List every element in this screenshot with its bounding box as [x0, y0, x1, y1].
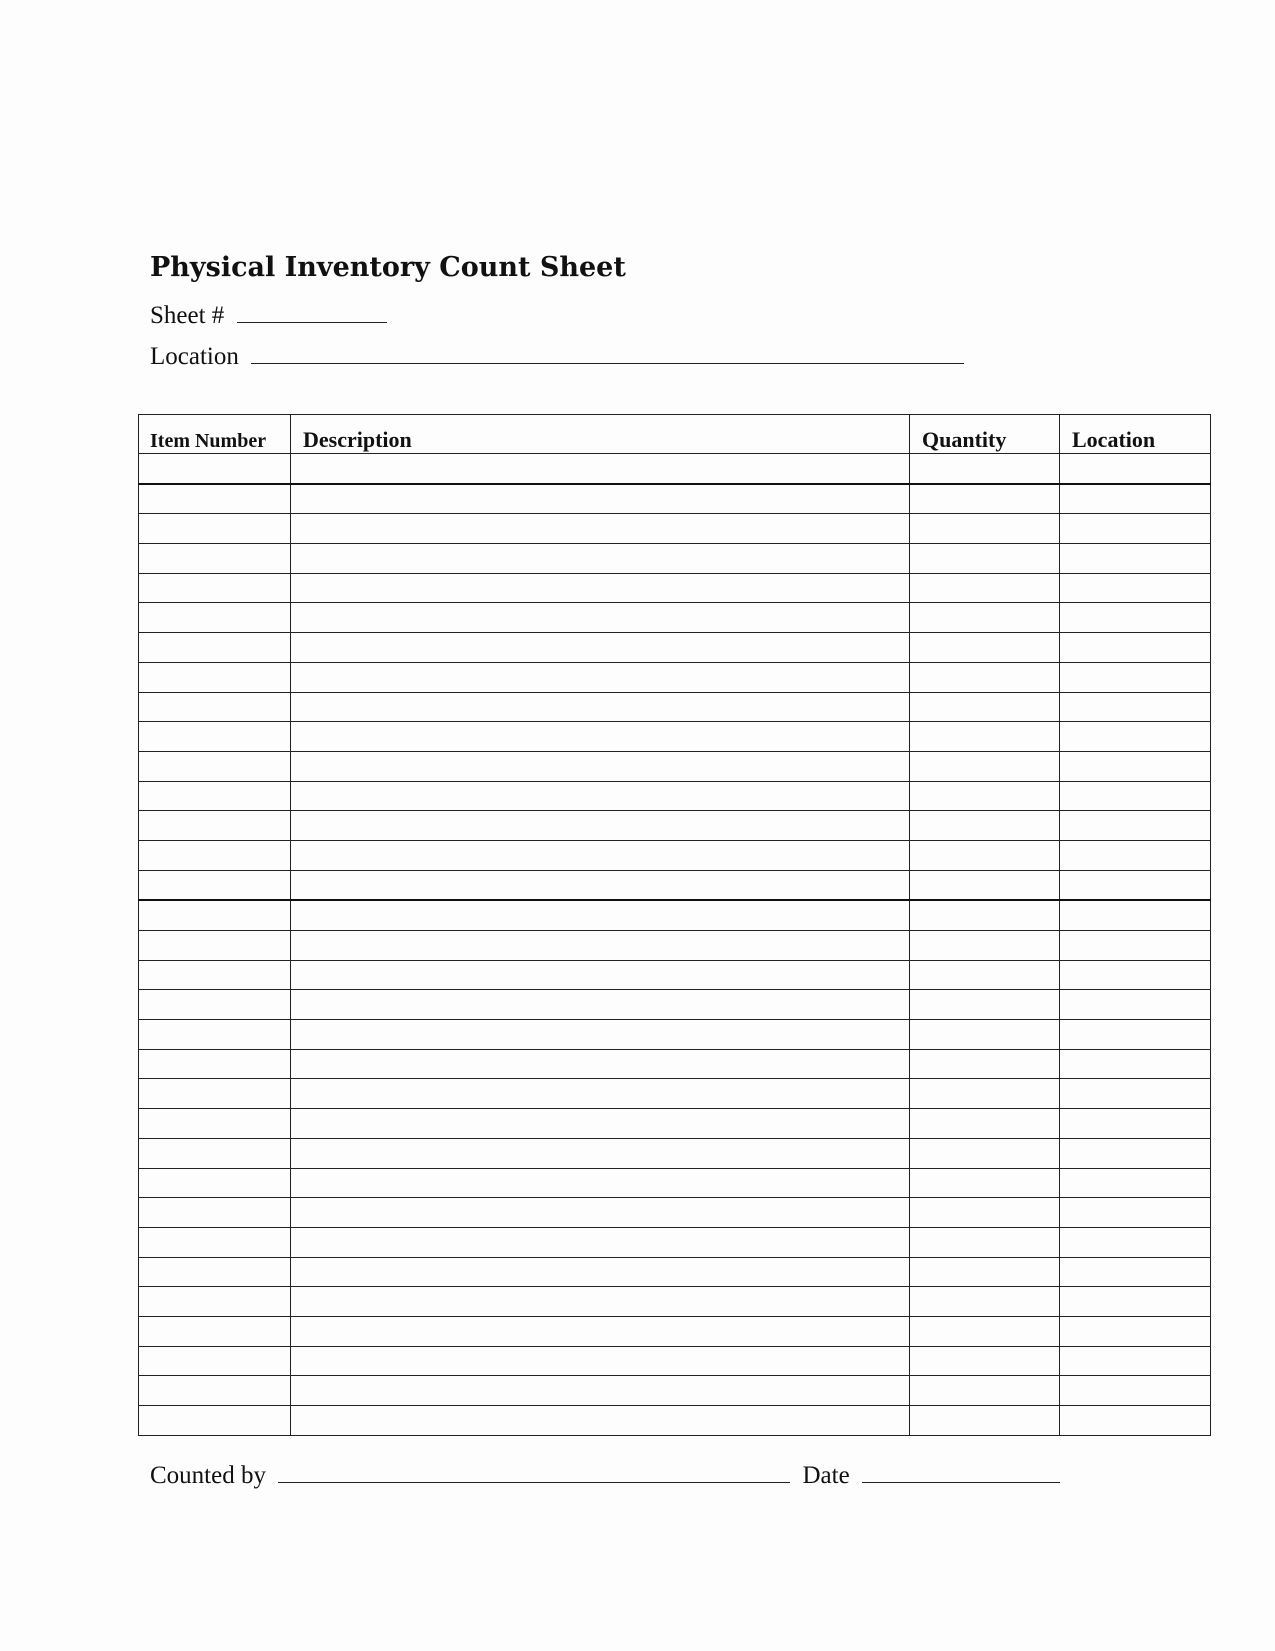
cell-quantity[interactable] [910, 573, 1060, 603]
cell-quantity[interactable] [910, 1316, 1060, 1346]
table-row [139, 960, 1211, 990]
cell-description[interactable] [291, 544, 910, 574]
cell-description[interactable] [291, 1346, 910, 1376]
cell-location[interactable] [1060, 484, 1211, 514]
cell-description[interactable] [291, 1079, 910, 1109]
cell-item-number[interactable] [139, 573, 291, 603]
cell-description[interactable] [291, 1227, 910, 1257]
cell-location[interactable] [1060, 840, 1211, 870]
cell-location[interactable] [1060, 1020, 1211, 1050]
table-row [139, 1168, 1211, 1198]
cell-description[interactable] [291, 603, 910, 633]
cell-quantity[interactable] [910, 781, 1060, 811]
cell-quantity[interactable] [910, 1049, 1060, 1079]
cell-description[interactable] [291, 454, 910, 484]
cell-location[interactable] [1060, 633, 1211, 663]
table-row [139, 1079, 1211, 1109]
cell-location[interactable] [1060, 1257, 1211, 1287]
cell-quantity[interactable] [910, 931, 1060, 961]
table-row [139, 781, 1211, 811]
cell-item-number[interactable] [139, 1406, 291, 1436]
cell-item-number[interactable] [139, 1227, 291, 1257]
sheet-number-input[interactable] [237, 302, 387, 323]
cell-item-number[interactable] [139, 454, 291, 484]
cell-description[interactable] [291, 692, 910, 722]
cell-location[interactable] [1060, 1376, 1211, 1406]
cell-item-number[interactable] [139, 1049, 291, 1079]
cell-quantity[interactable] [910, 990, 1060, 1020]
cell-item-number[interactable] [139, 870, 291, 900]
cell-location[interactable] [1060, 603, 1211, 633]
counted-by-input[interactable] [278, 1462, 790, 1483]
table-row [139, 454, 1211, 484]
cell-location[interactable] [1060, 781, 1211, 811]
cell-item-number[interactable] [139, 662, 291, 692]
cell-item-number[interactable] [139, 1020, 291, 1050]
cell-item-number[interactable] [139, 1316, 291, 1346]
cell-description[interactable] [291, 1109, 910, 1139]
cell-quantity[interactable] [910, 1257, 1060, 1287]
cell-quantity[interactable] [910, 454, 1060, 484]
cell-description[interactable] [291, 900, 910, 930]
cell-item-number[interactable] [139, 960, 291, 990]
cell-location[interactable] [1060, 931, 1211, 961]
table-row [139, 1227, 1211, 1257]
cell-quantity[interactable] [910, 960, 1060, 990]
counted-by-label: Counted by [150, 1462, 266, 1489]
cell-location[interactable] [1060, 960, 1211, 990]
cell-location[interactable] [1060, 1406, 1211, 1436]
cell-quantity[interactable] [910, 1020, 1060, 1050]
cell-quantity[interactable] [910, 692, 1060, 722]
cell-item-number[interactable] [139, 692, 291, 722]
table-row [139, 662, 1211, 692]
cell-quantity[interactable] [910, 900, 1060, 930]
cell-quantity[interactable] [910, 1376, 1060, 1406]
cell-quantity[interactable] [910, 544, 1060, 574]
date-label: Date [802, 1462, 850, 1489]
cell-location[interactable] [1060, 454, 1211, 484]
cell-location[interactable] [1060, 692, 1211, 722]
cell-item-number[interactable] [139, 931, 291, 961]
cell-quantity[interactable] [910, 484, 1060, 514]
cell-location[interactable] [1060, 811, 1211, 841]
table-body [139, 454, 1211, 1436]
cell-quantity[interactable] [910, 1406, 1060, 1436]
cell-location[interactable] [1060, 573, 1211, 603]
cell-quantity[interactable] [910, 1168, 1060, 1198]
cell-quantity[interactable] [910, 811, 1060, 841]
footer-signature-line [150, 1462, 1066, 1490]
sheet-number-label: Sheet # [150, 302, 225, 329]
cell-item-number[interactable] [139, 1168, 291, 1198]
table-row [139, 633, 1211, 663]
cell-description[interactable] [291, 990, 910, 1020]
cell-description[interactable] [291, 722, 910, 752]
cell-quantity[interactable] [910, 1227, 1060, 1257]
location-field [150, 343, 964, 371]
cell-item-number[interactable] [139, 514, 291, 544]
column-header-quantity: Quantity [910, 415, 1060, 454]
cell-quantity[interactable] [910, 633, 1060, 663]
location-input[interactable] [251, 343, 964, 364]
cell-location[interactable] [1060, 1049, 1211, 1079]
cell-description[interactable] [291, 751, 910, 781]
cell-location[interactable] [1060, 1227, 1211, 1257]
cell-item-number[interactable] [139, 840, 291, 870]
cell-item-number[interactable] [139, 811, 291, 841]
table-row [139, 484, 1211, 514]
table-row [139, 692, 1211, 722]
cell-description[interactable] [291, 840, 910, 870]
cell-location[interactable] [1060, 1109, 1211, 1139]
cell-item-number[interactable] [139, 603, 291, 633]
table-row [139, 1109, 1211, 1139]
cell-quantity[interactable] [910, 514, 1060, 544]
cell-description[interactable] [291, 960, 910, 990]
cell-item-number[interactable] [139, 751, 291, 781]
table-row [139, 1198, 1211, 1228]
cell-item-number[interactable] [139, 1109, 291, 1139]
cell-quantity[interactable] [910, 662, 1060, 692]
cell-item-number[interactable] [139, 1376, 291, 1406]
cell-quantity[interactable] [910, 1079, 1060, 1109]
table-row [139, 722, 1211, 752]
cell-description[interactable] [291, 1406, 910, 1436]
table-row [139, 840, 1211, 870]
column-header-location: Location [1060, 415, 1211, 454]
cell-description[interactable] [291, 484, 910, 514]
cell-quantity[interactable] [910, 751, 1060, 781]
cell-item-number[interactable] [139, 1198, 291, 1228]
cell-description[interactable] [291, 1257, 910, 1287]
cell-location[interactable] [1060, 1316, 1211, 1346]
table-row [139, 1406, 1211, 1436]
table-row [139, 1020, 1211, 1050]
cell-item-number[interactable] [139, 484, 291, 514]
cell-description[interactable] [291, 662, 910, 692]
cell-item-number[interactable] [139, 900, 291, 930]
cell-description[interactable] [291, 1049, 910, 1079]
cell-location[interactable] [1060, 1138, 1211, 1168]
table-row [139, 1346, 1211, 1376]
table-row [139, 1049, 1211, 1079]
cell-quantity[interactable] [910, 722, 1060, 752]
table-row [139, 751, 1211, 781]
cell-quantity[interactable] [910, 1287, 1060, 1317]
date-input[interactable] [862, 1462, 1060, 1483]
cell-location[interactable] [1060, 751, 1211, 781]
cell-location[interactable] [1060, 1168, 1211, 1198]
cell-item-number[interactable] [139, 1287, 291, 1317]
cell-item-number[interactable] [139, 1079, 291, 1109]
table-row [139, 1257, 1211, 1287]
cell-description[interactable] [291, 514, 910, 544]
table-row [139, 931, 1211, 961]
cell-item-number[interactable] [139, 781, 291, 811]
cell-location[interactable] [1060, 544, 1211, 574]
cell-description[interactable] [291, 1376, 910, 1406]
cell-description[interactable] [291, 1020, 910, 1050]
cell-description[interactable] [291, 931, 910, 961]
cell-description[interactable] [291, 1316, 910, 1346]
cell-quantity[interactable] [910, 1138, 1060, 1168]
cell-description[interactable] [291, 811, 910, 841]
location-label: Location [150, 343, 239, 370]
cell-quantity[interactable] [910, 1346, 1060, 1376]
table-row [139, 1138, 1211, 1168]
cell-location[interactable] [1060, 1287, 1211, 1317]
cell-quantity[interactable] [910, 603, 1060, 633]
cell-description[interactable] [291, 781, 910, 811]
cell-location[interactable] [1060, 514, 1211, 544]
cell-item-number[interactable] [139, 544, 291, 574]
inventory-table [138, 414, 1211, 1436]
table-row [139, 900, 1211, 930]
cell-location[interactable] [1060, 900, 1211, 930]
cell-item-number[interactable] [139, 990, 291, 1020]
table-header-row [139, 415, 1211, 454]
column-header-description: Description [291, 415, 910, 454]
cell-location[interactable] [1060, 662, 1211, 692]
sheet-number-field [150, 302, 387, 330]
table-row [139, 1287, 1211, 1317]
cell-quantity[interactable] [910, 870, 1060, 900]
cell-item-number[interactable] [139, 722, 291, 752]
cell-location[interactable] [1060, 990, 1211, 1020]
table-row [139, 544, 1211, 574]
table-row [139, 811, 1211, 841]
column-header-item-number: Item Number [139, 415, 291, 454]
cell-location[interactable] [1060, 870, 1211, 900]
cell-location[interactable] [1060, 1079, 1211, 1109]
table-row [139, 1376, 1211, 1406]
cell-description[interactable] [291, 870, 910, 900]
cell-location[interactable] [1060, 1346, 1211, 1376]
table-row [139, 514, 1211, 544]
table-row [139, 1316, 1211, 1346]
table-row [139, 990, 1211, 1020]
table-row [139, 870, 1211, 900]
table-row [139, 573, 1211, 603]
cell-description[interactable] [291, 1138, 910, 1168]
cell-description[interactable] [291, 1168, 910, 1198]
cell-location[interactable] [1060, 1198, 1211, 1228]
cell-item-number[interactable] [139, 1257, 291, 1287]
cell-quantity[interactable] [910, 840, 1060, 870]
cell-quantity[interactable] [910, 1109, 1060, 1139]
cell-item-number[interactable] [139, 633, 291, 663]
cell-item-number[interactable] [139, 1138, 291, 1168]
table-row [139, 603, 1211, 633]
page-title: Physical Inventory Count Sheet [150, 252, 626, 283]
cell-quantity[interactable] [910, 1198, 1060, 1228]
cell-item-number[interactable] [139, 1346, 291, 1376]
cell-location[interactable] [1060, 722, 1211, 752]
cell-description[interactable] [291, 1198, 910, 1228]
cell-description[interactable] [291, 573, 910, 603]
cell-description[interactable] [291, 633, 910, 663]
cell-description[interactable] [291, 1287, 910, 1317]
